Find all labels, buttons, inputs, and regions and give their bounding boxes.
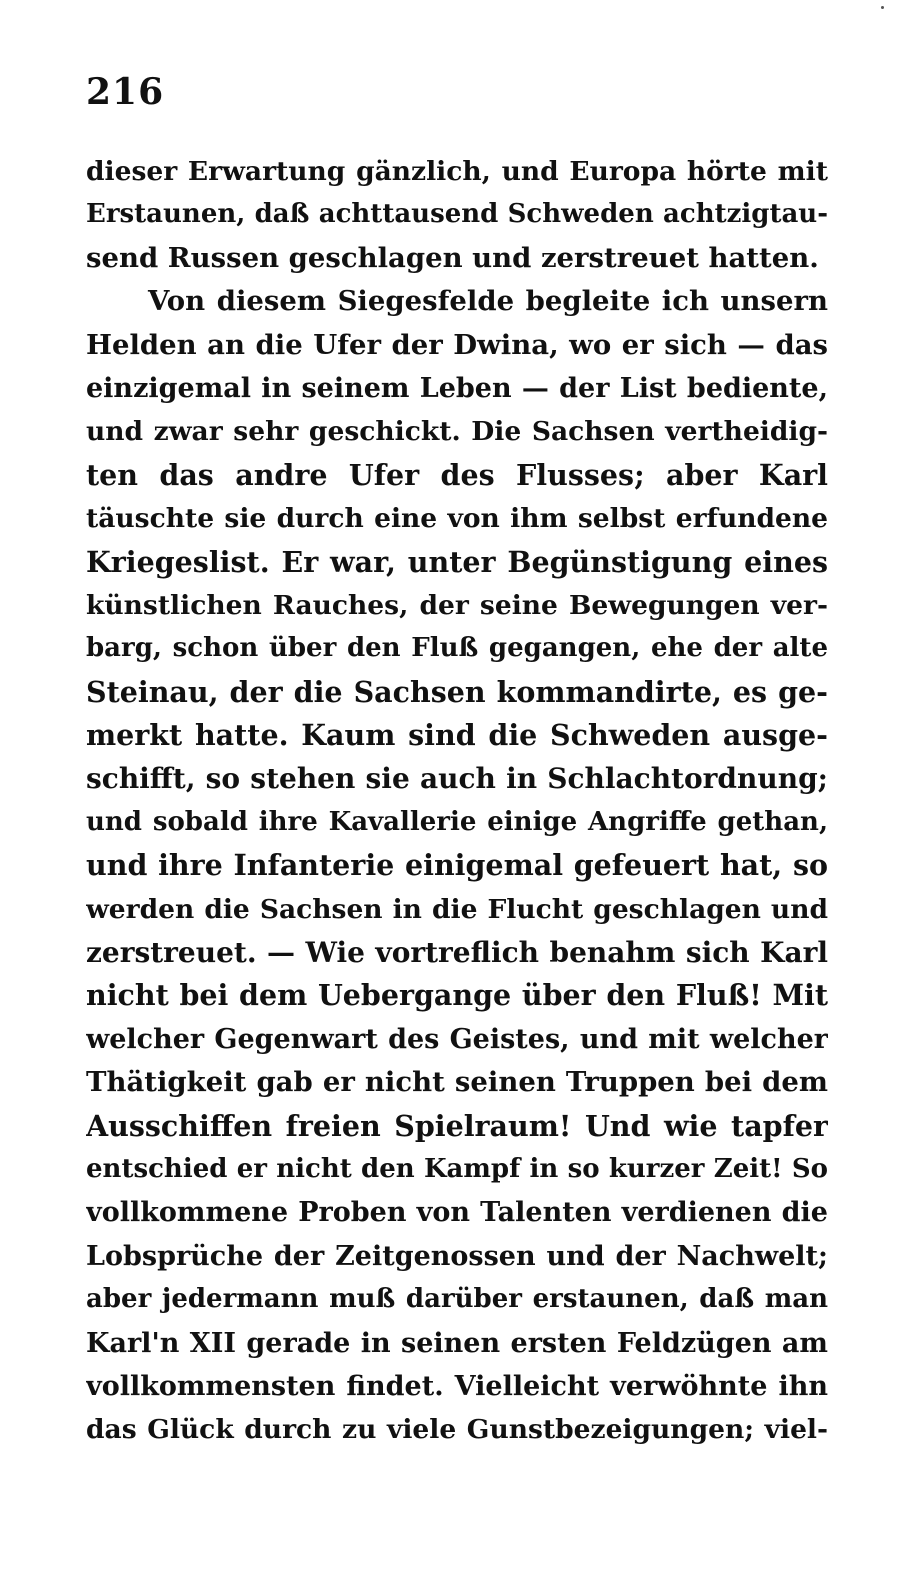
text-line: Kriegeslist. Er war, unter Begünstigung eines	[86, 544, 828, 579]
body-text	[86, 150, 828, 1452]
text-line: Steinau, der die Sachsen kommandirte, es ge-	[86, 674, 828, 709]
text-line: barg, schon über den Fluß gegangen, ehe der alte	[86, 633, 828, 664]
text-line: und sobald ihre Kavallerie einige Angriffe gethan,	[86, 806, 828, 837]
text-line: Thätigkeit gab er nicht seinen Truppen bei dem	[86, 1066, 828, 1099]
text-line: Karl'n XII gerade in seinen ersten Feldzügen am	[86, 1327, 828, 1359]
page-number: 216	[86, 71, 165, 113]
text-line: täuschte sie durch eine von ihm selbst erfundene	[86, 503, 828, 535]
text-line: und ihre Infanterie einigemal gefeuert hat, so	[86, 848, 828, 883]
text-line: das Glück durch zu viele Gunstbezeigungen; viel-	[86, 1414, 828, 1446]
text-line: ten das andre Ufer des Flusses; aber Karl	[86, 457, 828, 492]
text-line: vollkommene Proben von Talenten verdienen die	[86, 1197, 828, 1229]
corner-speck	[881, 6, 884, 9]
text-line: und zwar sehr geschickt. Die Sachsen vertheidig-	[86, 416, 828, 448]
text-line: entschied er nicht den Kampf in so kurzer Zeit! So	[86, 1153, 828, 1184]
text-line: merkt hatte. Kaum sind die Schweden ausge-	[86, 718, 828, 753]
text-line: künstlichen Rauches, der seine Bewegungen ver-	[86, 589, 828, 621]
text-line: Erstaunen, daß achttausend Schweden achtzigtau-	[86, 199, 828, 230]
text-line: aber jedermann muß darüber erstaunen, daß man	[86, 1284, 828, 1315]
text-line: zerstreuet. — Wie vortreflich benahm sich Karl	[86, 936, 828, 970]
text-line: send Russen geschlagen und zerstreuet hatten.	[86, 241, 819, 274]
text-line: nicht bei dem Uebergange über den Fluß! Mit	[86, 978, 828, 1013]
text-line: Lobsprüche der Zeitgenossen und der Nachwelt;	[86, 1240, 828, 1272]
text-line: Helden an die Ufer der Dwina, wo er sich — das	[86, 328, 828, 361]
text-line: dieser Erwartung gänzlich, und Europa hörte mit	[86, 156, 828, 187]
text-line: welcher Gegenwart des Geistes, und mit welcher	[86, 1023, 828, 1055]
text-line: schifft, so stehen sie auch in Schlachtordnung;	[86, 762, 828, 796]
text-line: Ausschiffen freien Spielraum! Und wie tapfer	[86, 1108, 828, 1143]
text-line: Von diesem Siegesfelde begleite ich unsern	[148, 285, 828, 318]
text-line: vollkommensten findet. Vielleicht verwöhnte ihn	[86, 1370, 828, 1402]
text-line: werden die Sachsen in die Flucht geschlagen und	[86, 893, 828, 925]
text-line: einzigemal in seinem Leben — der List bediente,	[86, 372, 828, 404]
